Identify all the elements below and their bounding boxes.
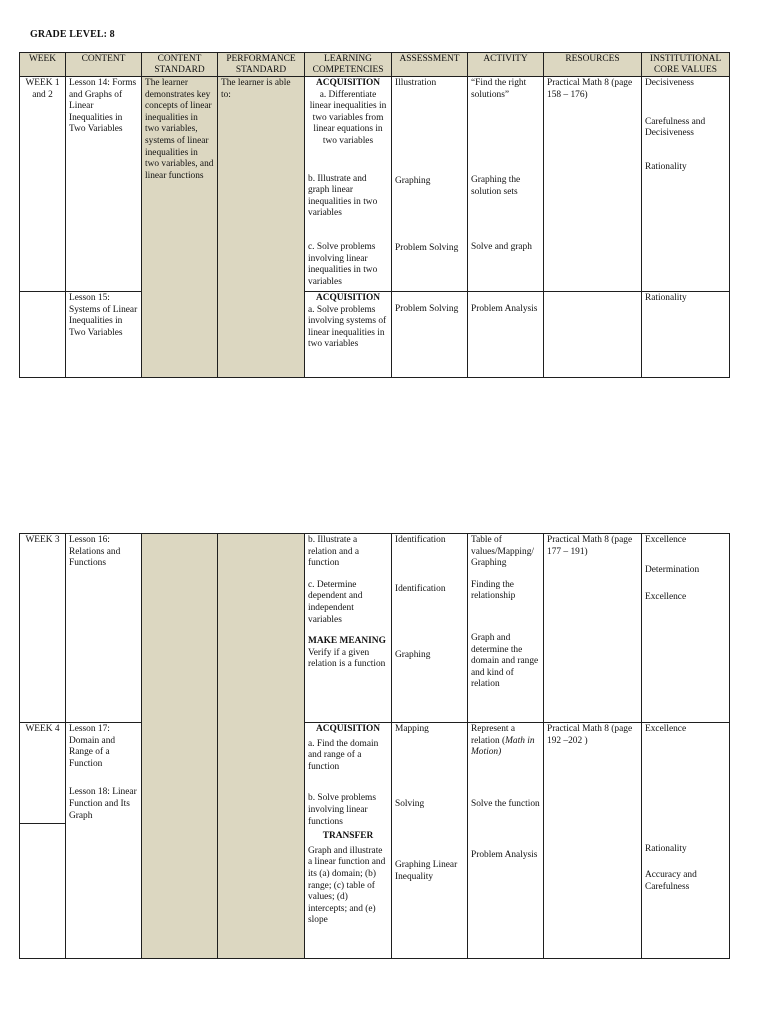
activity-1: Table of values/Mapping/ Graphing	[471, 535, 535, 569]
acquisition-heading: ACQUISITION	[315, 78, 381, 88]
lesson-cell: Lesson 14: Forms and Graphs of Linear Inequalities in Two Variables	[66, 77, 142, 292]
curriculum-table-1	[19, 52, 730, 378]
competencies-cell	[305, 292, 392, 378]
activity-1: “Find the right solutions”	[471, 78, 527, 100]
assessment-4: Mapping	[395, 724, 429, 734]
table-row	[20, 534, 730, 723]
header-resources: RESOURCES	[544, 53, 642, 77]
core-value-3: Rationality	[645, 161, 687, 172]
core-value-6: Accuracy and Carefulness	[645, 870, 697, 892]
core-value-4: Excellence	[645, 724, 687, 734]
competencies-cell	[305, 534, 392, 723]
week-cell	[20, 292, 66, 378]
performance-standard-cell	[218, 534, 305, 959]
core-values-cell	[642, 723, 730, 959]
activity-3: Graph and determine the domain and range and kind of relation	[471, 632, 539, 690]
resources-cell: Practical Math 8 (page 177 – 191)	[544, 534, 642, 723]
resources-cell: Practical Math 8 (page 192 –202 )	[544, 723, 642, 959]
resources-cell: Practical Math 8 (page 158 – 176)	[544, 77, 642, 292]
competency-b: b. Solve problems involving linear functions	[308, 793, 376, 827]
competency-b: b. Illustrate and graph linear inequalities in two variables	[308, 173, 378, 219]
transfer-competency: Graph and illustrate a linear function and its (a) domain; (b) range; (c) table of values; (d) intercepts; and (e) slope	[308, 845, 386, 926]
activity-4: Represent a relation (Math in Motion)	[471, 724, 535, 758]
activity-cell	[468, 534, 544, 723]
lesson-cell	[66, 723, 142, 959]
table-row	[20, 723, 730, 959]
transfer-heading: TRANSFER	[322, 831, 374, 842]
header-assessment: ASSESSMENT	[392, 53, 468, 77]
activity-4: Problem Analysis	[471, 304, 538, 314]
core-value-1: Excellence	[645, 535, 687, 545]
table-row	[20, 292, 730, 378]
header-learning-competencies: LEARNING COMPETENCIES	[305, 53, 392, 77]
header-core-values: INSTITUTIONAL CORE VALUES	[642, 53, 730, 77]
assessment-3: Problem Solving	[395, 243, 459, 254]
activity-cell	[468, 723, 544, 959]
curriculum-table-2	[19, 533, 730, 959]
competency-a: a. Find the domain and range of a function	[308, 738, 379, 772]
header-activity: ACTIVITY	[468, 53, 544, 77]
competency-c: c. Solve problems involving linear inequalities in two variables	[308, 241, 378, 287]
activity-2: Finding the relationship	[471, 579, 516, 602]
week-cell: WEEK 1 and 2	[20, 77, 66, 292]
core-values-cell: Rationality	[642, 292, 730, 378]
week-cell	[20, 723, 66, 959]
assessment-2: Identification	[395, 583, 446, 594]
performance-standard-cell: The learner is able to:	[218, 77, 305, 378]
week-4-label: WEEK 4	[25, 724, 60, 734]
acquisition-heading: ACQUISITION	[315, 724, 381, 734]
assessment-2: Graphing	[395, 175, 431, 186]
header-content: CONTENT	[66, 53, 142, 77]
lesson-18: Lesson 18: Linear Function and Its Graph	[69, 787, 137, 821]
core-values-cell	[642, 77, 730, 292]
acquisition-heading: ACQUISITION	[315, 293, 381, 303]
assessment-5: Solving	[395, 798, 425, 809]
competencies-cell	[305, 723, 392, 959]
assessment-cell	[392, 292, 468, 378]
header-performance-standard: PERFORMANCE STANDARD	[218, 53, 305, 77]
week-cell: WEEK 3	[20, 534, 66, 723]
header-content-standard: CONTENT STANDARD	[142, 53, 218, 77]
core-value-2: Carefulness and Decisiveness	[645, 116, 706, 139]
competency-a: a. Solve problems involving systems of linear inequalities in two variables	[308, 304, 387, 350]
competency-b: b. Illustrate a relation and a function	[308, 535, 360, 569]
header-row	[20, 53, 730, 77]
activity-2: Graphing the solution sets	[471, 175, 521, 197]
assessment-4: Problem Solving	[395, 304, 459, 314]
header-week: WEEK	[20, 53, 66, 77]
content-standard-cell: The learner demonstrates key concepts of linear inequalities in two variables, systems of linear inequalities in two variables, and linear functions	[142, 77, 218, 378]
make-meaning-heading: MAKE MEANING	[308, 636, 386, 647]
activity-5: Solve the function	[471, 798, 540, 809]
core-value-1: Decisiveness	[645, 78, 694, 88]
lesson-17: Lesson 17: Domain and Range of a Function	[69, 724, 116, 769]
assessment-6: Graphing Linear Inequality	[395, 860, 458, 882]
activity-cell	[468, 292, 544, 378]
assessment-cell	[392, 77, 468, 292]
resources-cell	[544, 292, 642, 378]
lesson-cell: Lesson 16: Relations and Functions	[66, 534, 142, 723]
table-row	[20, 77, 730, 292]
activity-6: Problem Analysis	[471, 850, 538, 861]
assessment-3: Graphing	[395, 650, 431, 661]
competency-c: c. Determine dependent and independent variables	[308, 579, 363, 625]
activity-3: Solve and graph	[471, 242, 532, 253]
activity-cell	[468, 77, 544, 292]
core-value-3: Excellence	[645, 592, 687, 603]
assessment-cell	[392, 534, 468, 723]
grade-level-label: GRADE LEVEL: 8	[30, 29, 115, 40]
assessment-1: Identification	[395, 535, 446, 545]
lesson-cell: Lesson 15: Systems of Linear Inequalities in Two Variables	[66, 292, 142, 378]
competencies-cell	[305, 77, 392, 292]
core-value-5: Rationality	[645, 843, 687, 854]
week-split	[20, 823, 65, 954]
competency-a: a. Differentiate linear inequalities in two variables from linear equations in two variables	[309, 89, 387, 146]
assessment-1: Illustration	[395, 78, 437, 88]
core-values-cell	[642, 534, 730, 723]
assessment-cell	[392, 723, 468, 959]
content-standard-cell	[142, 534, 218, 959]
core-value-2: Determination	[645, 564, 700, 575]
make-meaning-competency: Verify if a given relation is a function	[308, 647, 386, 670]
